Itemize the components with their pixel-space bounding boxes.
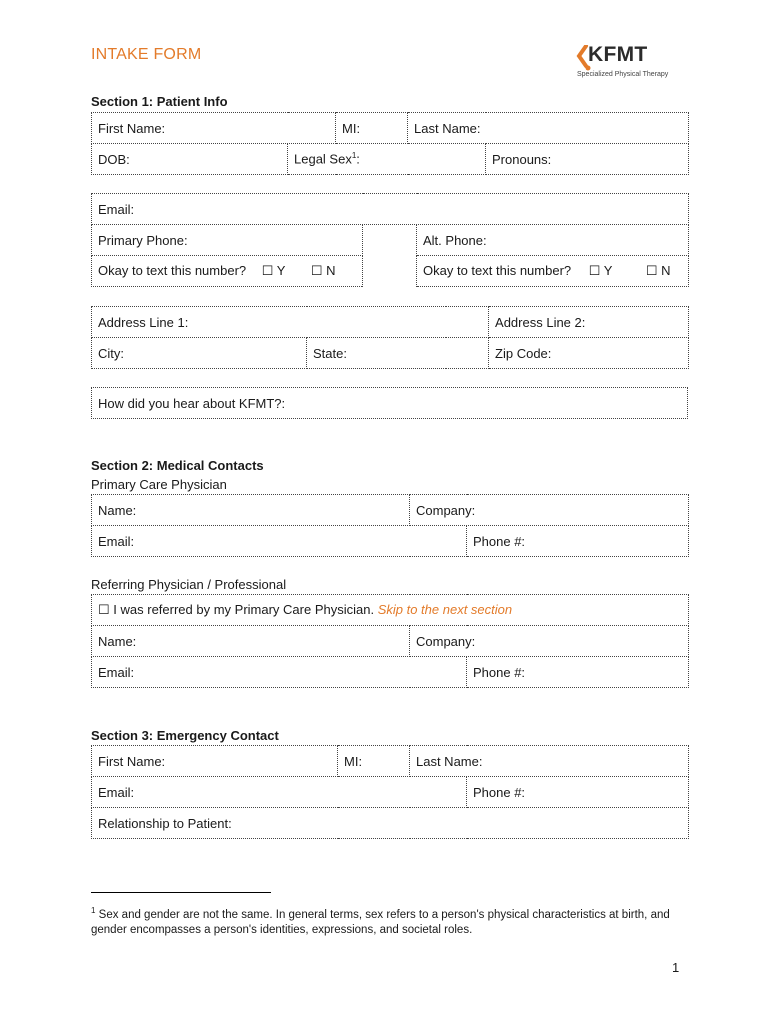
pcp-name-field[interactable]: Name: [92,495,410,526]
pcp-company-field[interactable]: Company: [410,495,689,526]
page-number: 1 [672,960,680,975]
city-field[interactable]: City: [92,338,307,369]
referring-table [91,594,689,688]
emergency-contact-table [91,745,689,839]
hear-about-field[interactable]: How did you hear about KFMT?: [92,388,688,419]
state-field[interactable]: State: [307,338,489,369]
alt-text-no-checkbox[interactable]: ☐ N [645,263,671,278]
email-field[interactable]: Email: [92,194,689,225]
ec-first-name-field[interactable]: First Name: [92,746,338,777]
contact-table [91,193,689,287]
primary-phone-field[interactable]: Primary Phone: [92,225,363,256]
logo-text: KFMT [588,43,648,66]
alt-text-yes-checkbox[interactable]: ☐ Y [588,263,613,278]
referring-heading: Referring Physician / Professional [91,577,287,592]
ec-last-name-field[interactable]: Last Name: [410,746,689,777]
pcp-heading: Primary Care Physician [91,477,227,492]
legal-sex-field[interactable] [288,144,486,175]
form-title: INTAKE FORM [91,46,202,63]
primary-text-ok-label: Okay to text this number? [98,263,247,278]
ec-email-field[interactable]: Email: [92,777,467,808]
referral-source-table [91,387,688,419]
first-name-field[interactable]: First Name: [92,113,336,144]
address-table [91,306,689,369]
legal-sex-label: Legal Sex [294,151,352,167]
pronouns-field[interactable]: Pronouns: [486,144,689,175]
footnote-rule [91,892,271,893]
section2-heading: Section 2: Medical Contacts [91,458,264,473]
pcp-phone-field[interactable]: Phone #: [467,526,689,557]
footnote [91,903,686,938]
skip-section-note: Skip to the next section [377,602,513,617]
footnote-marker: 1 [91,906,96,915]
address-line2-field[interactable]: Address Line 2: [489,307,689,338]
referring-company-field[interactable]: Company: [410,626,689,657]
referred-by-pcp-row [92,595,689,626]
primary-text-yes-checkbox[interactable]: ☐ Y [261,263,286,278]
section1-heading: Section 1: Patient Info [91,94,228,109]
alt-text-ok-row [417,256,689,287]
ec-mi-field[interactable]: MI: [338,746,410,777]
pcp-email-field[interactable]: Email: [92,526,467,557]
primary-text-ok-row [92,256,363,287]
alt-phone-field[interactable]: Alt. Phone: [417,225,689,256]
referring-phone-field[interactable]: Phone #: [467,657,689,688]
last-name-field[interactable]: Last Name: [408,113,689,144]
zip-field[interactable]: Zip Code: [489,338,689,369]
referred-by-pcp-checkbox[interactable]: ☐ [98,602,110,617]
section3-heading: Section 3: Emergency Contact [91,728,279,743]
primary-text-no-checkbox[interactable]: ☐ N [310,263,336,278]
footnote-text: Sex and gender are not the same. In general terms, sex refers to a person's physical characteristics at birth, and gender encompasses a person's identities, expressions, and societal roles. [91,908,670,936]
spacer-cell [363,225,417,287]
referring-name-field[interactable]: Name: [92,626,410,657]
ec-relationship-field[interactable]: Relationship to Patient: [92,808,689,839]
footnote-ref: 1 [351,151,357,161]
legal-sex-colon: : [356,151,360,167]
alt-text-ok-label: Okay to text this number? [423,263,572,278]
referring-email-field[interactable]: Email: [92,657,467,688]
patient-name-table [91,112,689,175]
address-line1-field[interactable]: Address Line 1: [92,307,489,338]
dob-field[interactable]: DOB: [92,144,288,175]
logo-subtitle: Specialized Physical Therapy [577,71,669,78]
mi-field[interactable]: MI: [336,113,408,144]
kfmt-logo [576,43,691,83]
pcp-table [91,494,689,557]
ec-phone-field[interactable]: Phone #: [467,777,689,808]
referred-by-pcp-label: I was referred by my Primary Care Physician. [113,602,375,617]
